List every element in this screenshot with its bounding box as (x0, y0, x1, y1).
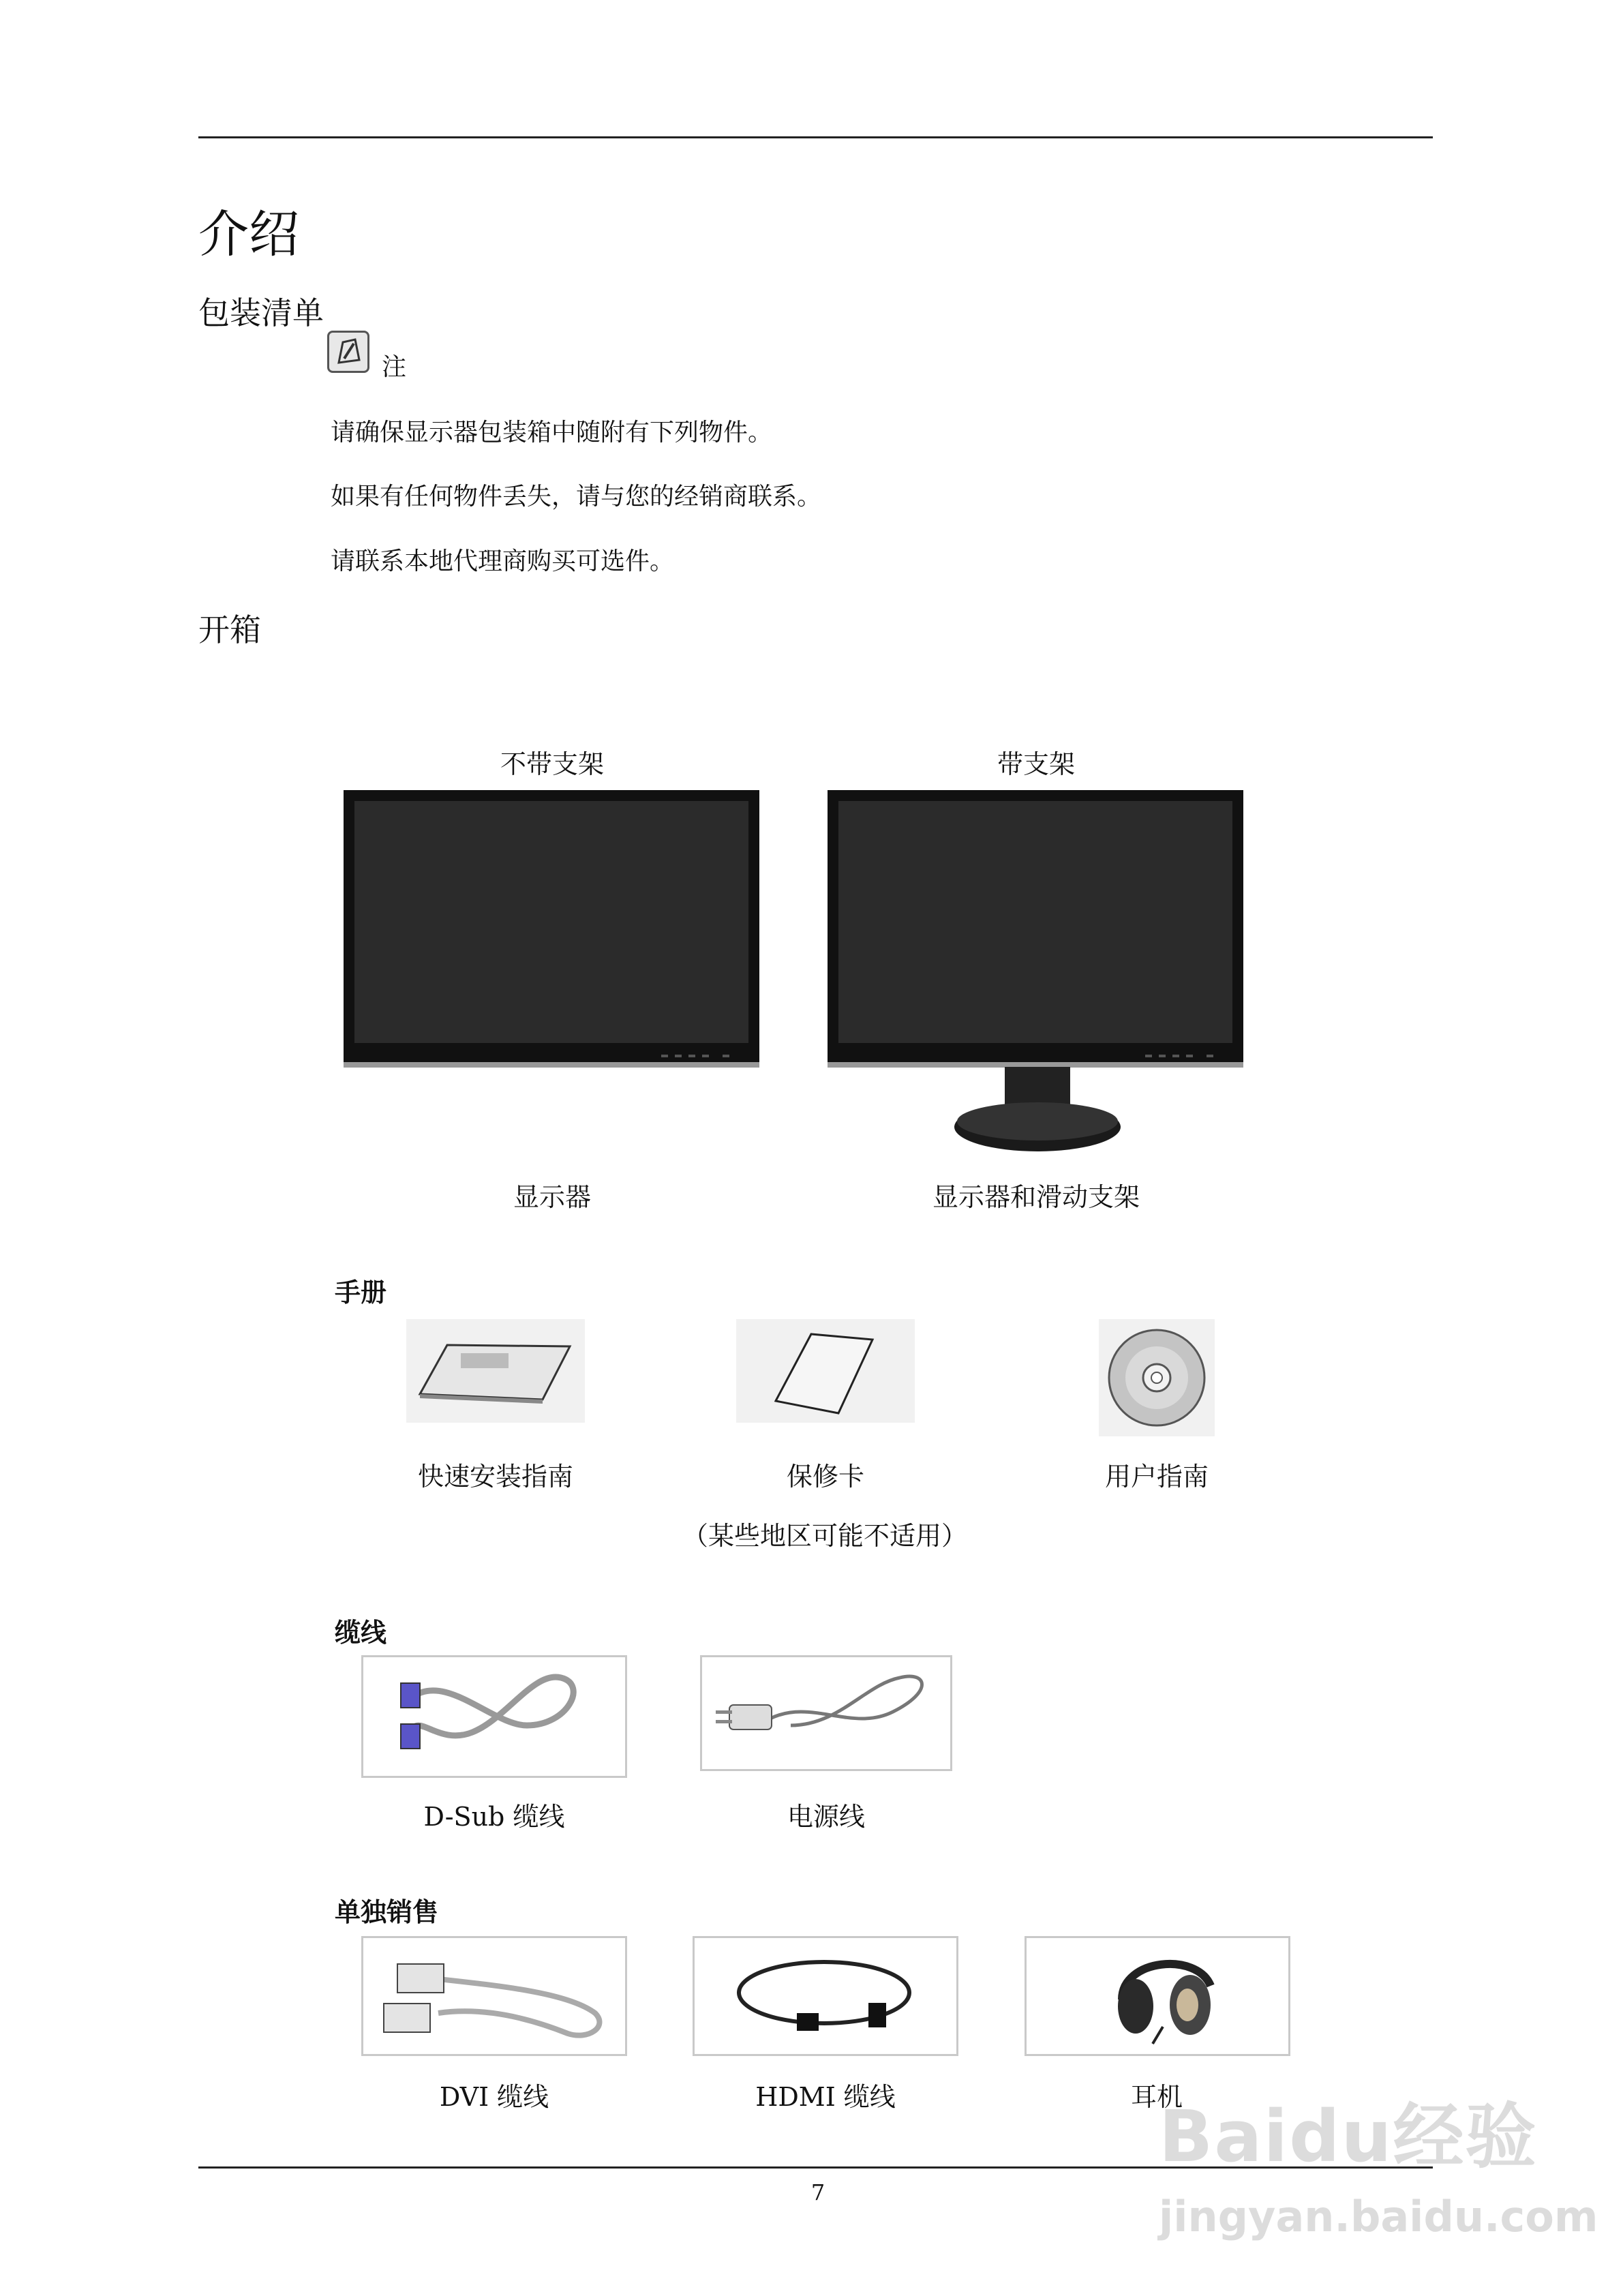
cables-label: 缆线 (335, 1618, 387, 1648)
cable-label-power: 电源线 (787, 1802, 865, 1832)
note-line-3: 请联系本地代理商购买可选件。 (331, 547, 675, 575)
monitor-right-caption: 显示器和滑动支架 (932, 1182, 1140, 1212)
quick-guide-icon (406, 1319, 585, 1423)
watermark-brand: Baidu经验 (1159, 2095, 1538, 2178)
note-label: 注 (382, 353, 407, 381)
sold-label-hdmi: HDMI 缆线 (755, 2082, 896, 2112)
manuals-label: 手册 (335, 1278, 387, 1308)
manual-label-warranty: 保修卡 (786, 1462, 864, 1492)
note-icon (327, 331, 369, 373)
cd-icon (1099, 1319, 1215, 1436)
power-cord-icon (700, 1655, 952, 1771)
sold-label-headphones: 耳机 (1130, 2082, 1183, 2112)
warranty-card-icon (736, 1319, 915, 1423)
sold-separately-label: 单独销售 (335, 1897, 439, 1927)
top-rule (198, 136, 1433, 138)
monitor-with-stand-image (825, 787, 1251, 1169)
monitor-without-stand-image (341, 787, 767, 1074)
monitor-left-title: 不带支架 (500, 749, 604, 779)
monitor-left-caption: 显示器 (513, 1182, 591, 1212)
dsub-cable-icon (361, 1655, 627, 1778)
page-title: 介绍 (198, 205, 299, 264)
warranty-note: （某些地区可能不适用） (682, 1521, 967, 1551)
manual-label-user-guide: 用户指南 (1104, 1462, 1209, 1492)
monitor-right-title: 带支架 (997, 749, 1075, 779)
watermark-url: jingyan.baidu.com (1159, 2192, 1598, 2241)
sold-label-dvi: DVI 缆线 (439, 2082, 549, 2112)
dvi-cable-icon (361, 1936, 627, 2056)
section-heading: 包装清单 (198, 294, 324, 331)
hdmi-cable-icon (693, 1936, 958, 2056)
cable-label-dsub: D-Sub 缆线 (423, 1802, 565, 1832)
manual-label-quick-guide: 快速安装指南 (417, 1462, 573, 1492)
unpack-heading: 开箱 (198, 611, 261, 648)
note-line-1: 请确保显示器包装箱中随附有下列物件。 (331, 419, 773, 447)
page-number: 7 (810, 2179, 825, 2205)
pencil-note-icon (329, 333, 367, 371)
headphones-icon (1025, 1936, 1290, 2056)
note-line-2: 如果有任何物件丢失，请与您的经销商联系。 (331, 483, 822, 511)
